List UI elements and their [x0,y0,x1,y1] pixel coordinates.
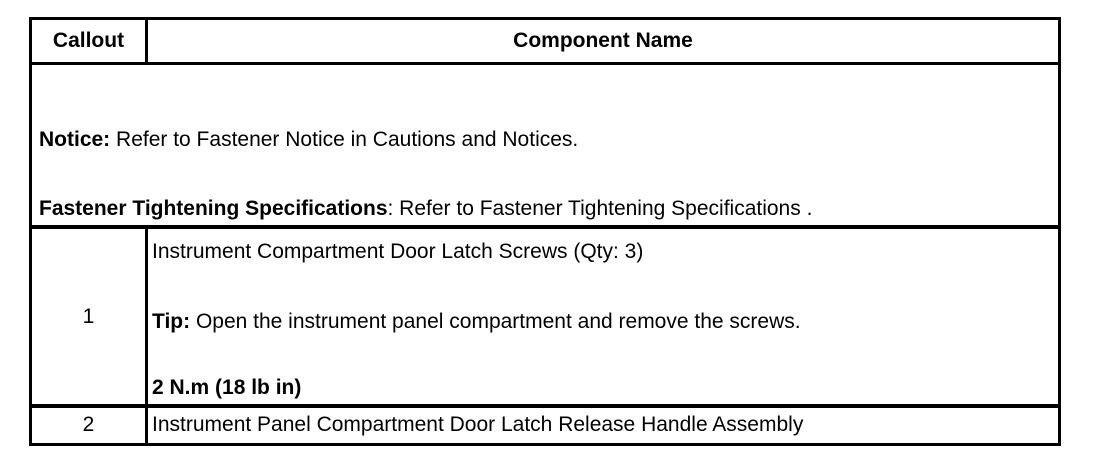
tip-label: Tip: [152,310,191,333]
row-1-tip [152,310,801,334]
notice-text: Refer to Fastener Notice in Cautions and Notices. [110,128,579,151]
notice-line [39,128,578,152]
tightening-spec-line [39,197,812,221]
component-name-column-header: Component Name [513,29,693,52]
row-1-torque-spec: 2 N.m (18 lb in) [152,376,302,399]
tip-text: Open the instrument panel compartment and remove the screws. [190,310,801,333]
notice-label: Notice: [39,128,111,151]
notes-block [39,62,1058,227]
row-1-component-cell [152,230,1058,404]
row-1-component-name: Instrument Compartment Door Latch Screws (Qty: 3) [152,240,644,263]
row-2-component-name: Instrument Panel Compartment Door Latch Release Handle Assembly [152,413,804,436]
tightening-spec-label: Fastener Tightening Specifications [39,197,388,220]
tightening-spec-text: : Refer to Fastener Tightening Specifications . [387,197,813,220]
component-table [29,17,1061,446]
row-1-divider [145,229,148,405]
row-2-callout: 2 [82,413,95,436]
row-2-divider [145,408,148,446]
header-divider [145,20,148,62]
notes-bottom-rule [32,225,1058,229]
row-1-callout: 1 [82,305,95,328]
callout-column-header: Callout [52,29,125,52]
